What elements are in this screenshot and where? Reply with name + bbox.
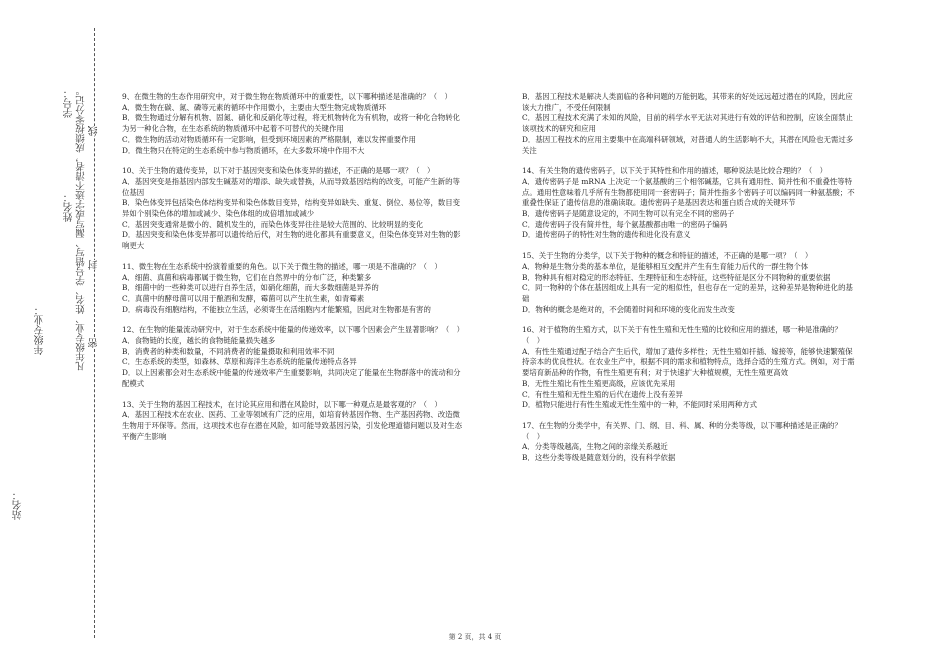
option-b: B．遗传密码子是随意设定的，不同生物可以有完全不同的密码子 (522, 209, 735, 219)
grade-major-label: 年级专业： (35, 305, 46, 355)
name-label: 姓名： (64, 192, 75, 222)
binding-mark-line: 线 (89, 126, 100, 136)
option-d: D．基因突变和染色体变异都可以遗传给后代，对生物的进化都具有重要意义，但染色体变异对生物的影响更大 (122, 230, 461, 251)
question-stem: 17、在生物的分类学中，有关界、门、纲、目、科、属、种的分类等级，以下哪种描述是正确的？（ ） (522, 420, 842, 441)
option-a: A．微生物在碳、氮、磷等元素的循环中作用微小，主要由大型生物完成物质循环 (122, 102, 387, 112)
binding-warning: 凡年级专业、姓名、学号错写、漏写或字迹不清者，成绩按零分记。 (76, 86, 87, 371)
option-b: B．无性生殖比有性生殖更高级，应该优先采用 (522, 378, 676, 388)
binding-dashed-line (94, 28, 95, 638)
question-stem: 15、关于生物的分类学，以下关于物种的概念和特征的描述，不正确的是哪一项？（ ） (522, 251, 813, 261)
question-13 (122, 400, 467, 443)
question-stem: 11、微生物在生态系统中扮演着重要的角色。以下关于微生物的描述，哪一项是不准确的？（ ） (122, 261, 442, 271)
binding-margin (0, 0, 110, 672)
option-a: A．食物链的长度，越长的食物链能量损失越多 (122, 336, 276, 346)
option-d: D．基因工程技术的应用主要集中在高端科研领域，对普通人的生活影响不大，其潜在风险也无需过多关注 (522, 134, 854, 155)
option-b: B．消费者的种类和数量，不同消费者的能量摄取和利用效率不同 (122, 346, 335, 356)
question-stem: 12、在生物的能量流动研究中，对于生态系统中能量的传递效率，以下哪个因素会产生显著影响？（ ） (122, 325, 464, 335)
question-9 (122, 92, 467, 156)
option-a: A．物种是生物分类的基本单位，是能够相互交配并产生有生育能力后代的一群生物个体 (522, 261, 809, 271)
question-16 (522, 325, 857, 411)
question-13-continued (522, 92, 857, 156)
option-d: D．遗传密码子的特性对生物的遗传和进化没有意义 (522, 230, 691, 240)
left-column (122, 92, 467, 452)
option-b: B．细菌中的一些种类可以进行自养生活，如硝化细菌，而大多数细菌是异养的 (122, 283, 379, 293)
option-d: D．病毒没有细胞结构，不能独立生活，必须寄生在活细胞内才能繁殖，因此对生物都是有害的 (122, 304, 431, 314)
question-stem: 13、关于生物的基因工程技术，在讨论其应用和潜在风险时，以下哪一种观点是最客观的？（ ） (122, 399, 442, 409)
option-c: C．真菌中的酵母菌可以用于酿酒和发酵，霉菌可以产生抗生素，如青霉素 (122, 293, 365, 303)
option-c: C．有性生殖和无性生殖的后代在遗传上没有差异 (522, 389, 683, 399)
option-c: C．基因工程技术充满了未知的风险，目前的科学水平无法对其进行有效的评估和控制，应该全面禁止该项技术的研究和应用 (522, 113, 853, 134)
option-b: B．基因工程技术是解决人类面临的各种问题的万能钥匙，其带来的好处远远超过潜在的风险，因此应该大力推广，不受任何限制 (522, 92, 853, 112)
option-d: D．植物只能进行有性生殖或无性生殖中的一种，不能同时采用两种方式 (522, 400, 758, 410)
question-stem: 10、关于生物的遗传变异，以下对于基因突变和染色体变异的描述，不正确的是哪一项？（ ） (122, 166, 435, 176)
question-stem: 14、有关生物的遗传密码子，以下关于其特性和作用的描述，哪种说法是比较合理的？（ ） (522, 166, 828, 176)
option-d: D．微生物只在特定的生态系统中参与物质循环，在大多数环境中作用不大 (122, 145, 365, 155)
question-12 (122, 325, 467, 389)
page-footer: 第 2 页，共 4 页 (448, 633, 502, 641)
binding-mark-seal: 封 (89, 260, 100, 270)
option-a: A．基因工程技术在农业、医药、工业等领域有广泛的应用，如培育转基因作物、生产基因药物、改造微生物用于环保等。然而，这项技术也存在潜在风险，如可能导致基因污染，引发伦理道德问题以及对生态平衡产生影响 (122, 410, 462, 441)
question-stem: 9、在微生物的生态作用研究中，对于微生物在物质循环中的重要性，以下哪种描述是准确的？（ ） (122, 92, 452, 101)
question-stem: 16、对于植物的生殖方式，以下关于有性生殖和无性生殖的比较和应用的描述，哪一种是准确的？（ ） (522, 325, 842, 346)
option-a: A．基因突变是指基因内部发生碱基对的增添、缺失或替换，从而导致基因结构的改变，可能产生新的等位基因 (122, 176, 460, 197)
option-a: A．遗传密码子是 mRNA 上决定一个氨基酸的三个相邻碱基，它具有通用性、简并性和不重叠性等特点。通用性意味着几乎所有生物都使用同一套密码子；简并性指多个密码子可以编码同一种氨基酸；不重叠性保证了遗传信息的准确读取。遗传密码子是基因表达和蛋白质合成的关键环节 (522, 176, 855, 208)
option-d: D．物种的概念是绝对的，不会随着时间和环境的变化而发生改变 (522, 304, 735, 314)
option-c: C．遗传密码子没有简并性，每个氨基酸都由唯一的密码子编码 (522, 219, 728, 229)
option-d: D．以上因素都会对生态系统中能量的传递效率产生重要影响，共同决定了能量在生物群落中的流动和分配模式 (122, 368, 461, 388)
option-b: B．染色体变异包括染色体结构变异和染色体数目变异，结构变异如缺失、重复、倒位、易位等，数目变异如个别染色体的增加或减少、染色体组的成倍增加或减少 (122, 198, 461, 219)
question-14 (522, 166, 857, 241)
question-17 (522, 421, 857, 464)
station-label: 站名： (13, 490, 24, 520)
option-c: C．微生物的活动对物质循环有一定影响，但受到环境因素的严格限制，难以发挥重要作用 (122, 134, 416, 144)
option-b: B．微生物通过分解有机物、固氮、硝化和反硝化等过程，将无机物转化为有机物，或将一种化合物转化为另一种化合物，在生态系统的物质循环中起着不可替代的关键作用 (122, 113, 461, 134)
binding-mark-secret: 密 (89, 338, 100, 348)
question-15 (522, 251, 857, 315)
question-11 (122, 262, 467, 316)
right-column (522, 92, 857, 474)
option-a: A．细菌、真菌和病毒都属于微生物，它们在自然界中的分布广泛，种类繁多 (122, 272, 372, 282)
student-id-label: 学号： (64, 88, 75, 118)
option-c: C．同一物种的个体在基因组成上具有一定的相似性，但也存在一定的差异，这种差异是物种进化的基础 (522, 283, 853, 303)
option-b: B．物种具有相对稳定的形态特征、生理特征和生态特征，这些特征是区分不同物种的重要依据 (522, 272, 831, 282)
question-10 (122, 166, 467, 252)
option-a: A．有性生殖通过配子结合产生后代，增加了遗传多样性；无性生殖如扦插、嫁接等，能够快速繁殖保持亲本的优良性状。在农业生产中，根据不同的需求和植物特点，选择合适的生殖方式。例如，对于需要培育新品种的作物，有性生殖更有利；对于快速扩大种植规模，无性生殖更高效 (522, 346, 855, 378)
option-b: B．这些分类等级是随意划分的，没有科学依据 (522, 453, 676, 463)
option-a: A．分类等级越高，生物之间的亲缘关系越近 (522, 442, 668, 452)
option-c: C．生态系统的类型，如森林、草原和海洋生态系统的能量传递特点各异 (122, 357, 357, 367)
option-c: C．基因突变通常是微小的、随机发生的，而染色体变异往往是较大范围的、比较明显的变化 (122, 219, 424, 229)
